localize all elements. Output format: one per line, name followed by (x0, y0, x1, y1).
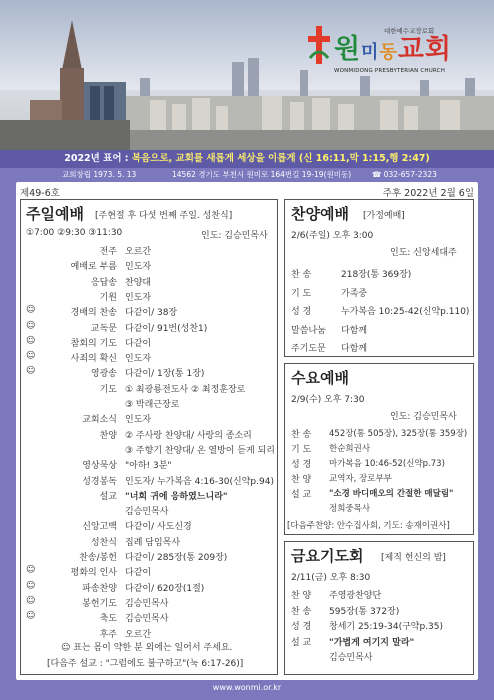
friday-row-label: 성 경 (291, 622, 312, 632)
name-part-4: 교회 (397, 34, 452, 65)
wednesday-row-value: 마가복음 10:46-52(신약p.73) (329, 459, 445, 469)
order-value: ③ 주향기 찬양대/ 온 열방이 듣게 되리 (125, 445, 275, 456)
order-label: 설교 (99, 491, 117, 502)
friday-when: 2/11(금) 오후 8:30 (291, 573, 371, 583)
order-value: 인도자 (125, 262, 152, 273)
order-value: ② 주사랑 찬양대/ 사랑의 종소리 (125, 430, 252, 441)
friday-row-label: 찬 송 (291, 606, 312, 617)
praise-subtitle: [가정예배] (363, 211, 405, 221)
friday-subtitle: [제직 헌신의 밤] (381, 553, 446, 563)
church-address: 14562 경기도 부천시 원미로 164번길 19-19(원미동) (172, 170, 352, 179)
friday-service-box (284, 541, 474, 675)
standing-mark: ☺ (26, 565, 36, 576)
standing-mark: ☺ (26, 611, 36, 622)
cross-logo-icon (308, 26, 330, 64)
order-value: 다같이/ 사도신경 (125, 522, 192, 533)
praise-row-value: 다함께 (341, 344, 368, 354)
wednesday-leader: 인도: 김승민목사 (390, 412, 457, 422)
praise-leader: 인도: 신앙세대주 (390, 248, 457, 258)
order-value: 다같이/ 38장 (125, 308, 178, 319)
order-label: 후주 (99, 629, 117, 640)
order-label: 봉헌기도 (82, 598, 117, 609)
issue-number: 제49-6호 (20, 188, 60, 199)
wednesday-row-value: "소경 바디매오의 간절한 매달림" (329, 489, 454, 499)
sunday-service-box (20, 199, 278, 675)
praise-row-value: 다함께 (341, 325, 368, 336)
motto-reference: (신 16:11,막 1:15,행 2:47) (295, 153, 430, 164)
order-label: 성찬식 (90, 537, 117, 548)
wednesday-when: 2/9(수) 오후 7:30 (291, 395, 365, 405)
church-name-english: WONMIDONG PRESBYTERIAN CHURCH (333, 68, 446, 74)
year-motto (0, 150, 494, 168)
order-label: 축도 (99, 614, 117, 625)
sunday-leader: 인도: 김승민목사 (201, 231, 268, 241)
wednesday-row-value: 교역자, 장로부부 (329, 474, 392, 484)
city-skyline-illustration (0, 0, 494, 150)
standing-note: ☺ 표는 몸이 약한 분 외에는 일어서 주세요. (61, 643, 233, 653)
sunday-times: ①7:00 ②9:30 ③11:30 (26, 228, 123, 238)
order-label: 신앙고백 (82, 522, 117, 533)
order-label: 전주 (99, 247, 117, 257)
praise-row-label: 주기도문 (291, 344, 326, 354)
wednesday-row-label: 찬 송 (291, 430, 312, 440)
order-label: 사죄의 확신 (70, 354, 117, 365)
order-value: ① 최광룡전도사 ② 최정훈장로 (125, 384, 246, 395)
standing-mark: ☺ (26, 366, 36, 377)
header-photo (0, 0, 494, 150)
motto-year: 2022년 표어 : (64, 153, 132, 164)
order-label: 영상묵상 (82, 461, 117, 472)
wednesday-row-value: 한순희권사 (329, 444, 371, 454)
wednesday-service-box (284, 363, 474, 535)
praise-row-label: 기 도 (291, 288, 312, 299)
order-label: 참회의 기도 (70, 338, 117, 349)
standing-mark: ☺ (26, 595, 36, 606)
order-label: 찬양 (99, 430, 117, 441)
wednesday-row-label: 설 교 (291, 490, 312, 500)
standing-mark: ☺ (26, 305, 36, 316)
friday-row-label: 찬 양 (291, 591, 312, 601)
wednesday-row-value: 452장(통 505장), 325장(통 359장) (329, 429, 468, 439)
order-label: 찬송/봉헌 (79, 553, 117, 563)
denomination-label: 대한예수교장로회 (383, 27, 435, 35)
order-value: 인도자 (125, 354, 152, 365)
standing-mark: ☺ (26, 580, 36, 591)
friday-row-value: 김승민목사 (329, 653, 373, 663)
order-label: 기원 (99, 292, 117, 303)
order-value: 다같이/ 1장(통 1장) (125, 369, 205, 380)
friday-row-value: 주영광찬양단 (329, 591, 382, 601)
praise-row-label: 찬 송 (291, 270, 312, 280)
order-value: 인도자 (125, 415, 152, 426)
order-value: 다같이/ 285장(통 209장) (125, 553, 228, 563)
church-logo (308, 26, 452, 74)
standing-mark: ☺ (26, 351, 36, 362)
next-sermon: [다음주 설교 : "그럼에도 불구하고"(눅 6:17-26)] (47, 659, 244, 669)
praise-service-box (284, 199, 474, 357)
motto-text: 복음으로, 교회를 새롭게 세상을 이롭게 (131, 153, 296, 164)
order-value: 김승민목사 (125, 614, 169, 625)
praise-row-value: 218장(통 369장) (341, 270, 412, 280)
sunday-subtitle: [주현절 후 다섯 번째 주일. 성찬식] (95, 211, 233, 221)
wednesday-row-label: 성 경 (291, 460, 312, 470)
friday-row-value: "가볍게 여기지 말라" (329, 637, 415, 648)
order-label: 영광송 (90, 369, 117, 380)
praise-row-label: 말씀나눔 (291, 325, 326, 336)
church-info-bar (0, 168, 494, 182)
name-part-3: 동 (379, 42, 398, 63)
praise-row-label: 성 경 (291, 307, 312, 317)
founded-date: 교회창립 1973. 5. 13 (62, 170, 137, 179)
order-label: 응답송 (90, 277, 117, 288)
order-value: 다같이 (125, 338, 152, 349)
sunday-title: 주일예배 (26, 205, 84, 223)
order-value: 다같이/ 91번(성찬1) (125, 323, 208, 334)
order-value: 김승민목사 (125, 507, 169, 518)
friday-row-label: 설 교 (291, 637, 312, 648)
order-value: "너희 귀에 응하였느니라" (125, 491, 228, 502)
praise-row-value: 누가복음 10:25-42(신약p.110) (341, 307, 470, 317)
wednesday-next: [다음주찬양: 안수집사회, 기도: 송재이권사] (287, 521, 450, 531)
order-label: 파송찬양 (82, 583, 117, 594)
order-value: 찬양대 (125, 277, 152, 288)
order-value: ③ 박래근장로 (125, 400, 180, 410)
wednesday-row-value: 정희중목사 (329, 504, 371, 514)
order-label: 기도 (99, 384, 117, 395)
praise-row-value: 가족중 (341, 288, 368, 299)
standing-mark: ☺ (26, 320, 36, 331)
wednesday-row-label: 기 도 (291, 445, 312, 455)
friday-row-value: 창세기 25:19-34(구약p.35) (329, 622, 444, 632)
order-value: 집례 담임목사 (125, 537, 181, 548)
order-label: 예배로 부름 (70, 262, 117, 273)
praise-when: 2/6(주일) 오후 3:00 (291, 231, 374, 241)
name-part-2: 미 (361, 42, 380, 63)
wednesday-title: 수요예배 (291, 369, 349, 387)
praise-title: 찬양예배 (291, 205, 349, 223)
order-value: 오르간 (125, 629, 152, 640)
order-label: 평화의 인사 (70, 568, 117, 579)
friday-row-value: 595장(통 372장) (329, 606, 400, 617)
order-label: 교독문 (90, 323, 117, 334)
order-value: 다같이 (125, 568, 152, 579)
name-part-1: 원 (333, 34, 362, 65)
issue-date: 주후 2022년 2월 6일 (382, 188, 474, 199)
standing-mark: ☺ (26, 335, 36, 346)
order-value: "아하! 3분" (125, 461, 172, 472)
wednesday-row-label: 찬 양 (291, 475, 312, 485)
order-label: 교회소식 (82, 415, 117, 426)
order-label: 경배의 찬송 (70, 308, 117, 319)
friday-title: 금요기도회 (291, 547, 364, 565)
order-label: 성경봉독 (82, 476, 117, 487)
order-value: 인도자/ 누가복음 4:16-30(신약p.94) (125, 476, 274, 487)
order-value: 김승민목사 (125, 598, 169, 609)
website-footer: www.wonmi.or.kr (212, 683, 282, 692)
order-value: 다같이/ 620장(1절) (125, 583, 205, 594)
order-value: 오르간 (125, 247, 152, 257)
church-name (334, 35, 452, 68)
order-value: 인도자 (125, 292, 152, 303)
phone-number: ☎ 032-657-2323 (372, 170, 437, 179)
